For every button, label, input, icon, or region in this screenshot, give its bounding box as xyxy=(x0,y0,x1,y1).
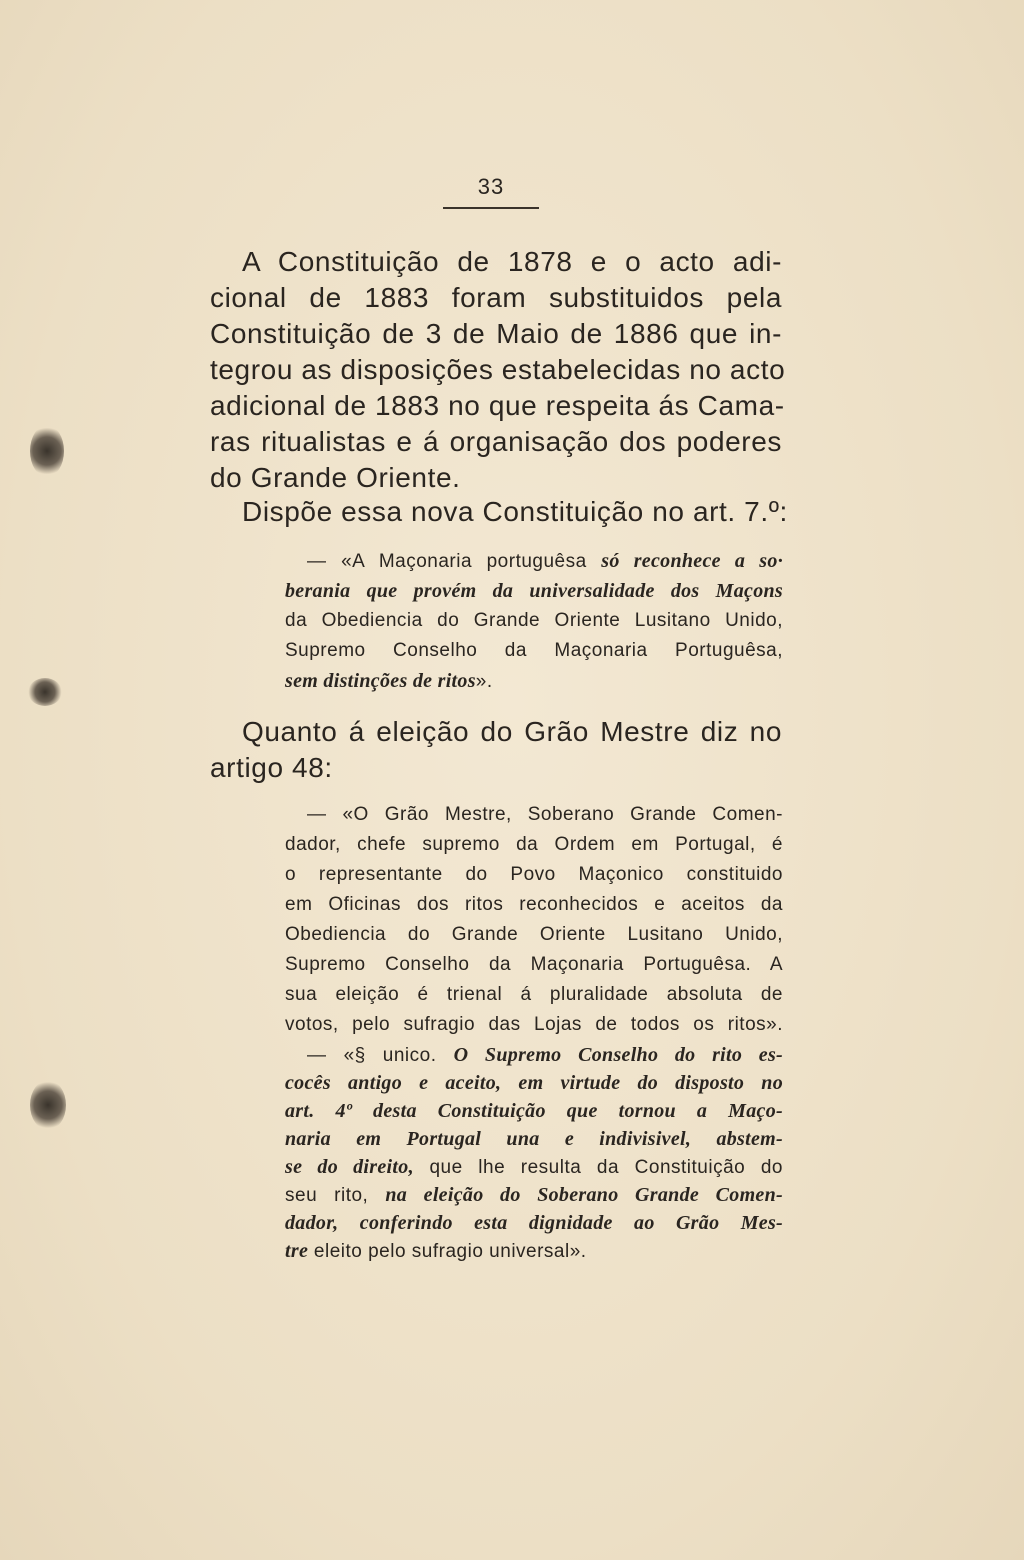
paragraph-1-line: do Grande Oriente. xyxy=(210,462,461,493)
paragraph-1-line: Constituição de 3 de Maio de 1886 que in- xyxy=(210,318,782,349)
quote-3-line xyxy=(285,1072,783,1095)
quote-3-emphasis: na eleição do Soberano Grande Comen- xyxy=(385,1184,783,1206)
quote-2-line: — «O Grão Mestre, Soberano Grande Comen- xyxy=(307,804,783,825)
paragraph-1-line: cional de 1883 foram substituidos pela xyxy=(210,282,782,313)
quote-1-emphasis: só reconhece a so· xyxy=(601,550,783,572)
quote-3-emphasis: O Supremo Conselho do rito es- xyxy=(453,1044,783,1066)
quote-3-line xyxy=(285,1212,783,1235)
quote-1-emphasis: sem distinções de ritos xyxy=(285,670,476,692)
quote-2-line: votos, pelo sufragio das Lojas de todos os ritos». xyxy=(285,1014,783,1035)
paragraph-1-line: ras ritualistas e á organisação dos poderes xyxy=(210,426,782,457)
quote-2-line: em Oficinas dos ritos reconhecidos e aceitos da xyxy=(285,894,783,915)
quote-3-line xyxy=(285,1128,783,1151)
binding-hole-bottom xyxy=(30,1080,66,1130)
binding-hole-top xyxy=(30,425,64,477)
quote-3-emphasis: cocês antigo e aceito, em virtude do disposto no xyxy=(285,1072,783,1094)
quote-3-line xyxy=(285,1156,783,1179)
paragraph-3-line: artigo 48: xyxy=(210,752,333,783)
quote-3-emphasis: art. 4º desta Constituição que tornou a Maço- xyxy=(285,1100,783,1122)
quote-2-line: dador, chefe supremo da Ordem em Portugal, é xyxy=(285,834,783,855)
paragraph-1-line: adicional de 1883 no que respeita ás Cama- xyxy=(210,390,785,421)
quote-3-emphasis: naria em Portugal una e indivisivel, abstem- xyxy=(285,1128,783,1150)
page-number-rule xyxy=(443,207,539,209)
quote-3-emphasis: dador, conferindo esta dignidade ao Grão Mes- xyxy=(285,1212,783,1234)
quote-1-line xyxy=(285,670,493,693)
quote-3-text: que lhe resulta da Constituição do xyxy=(413,1157,783,1178)
quote-3-text: — «§ unico. xyxy=(307,1045,454,1066)
quote-2-line: Supremo Conselho da Maçonaria Portuguêsa. A xyxy=(285,954,783,975)
paragraph-3-line: Quanto á eleição do Grão Mestre diz no xyxy=(242,716,782,747)
binding-hole-middle xyxy=(28,678,62,706)
page-number: 33 xyxy=(477,174,505,199)
quote-2-line: sua eleição é trienal á pluralidade absoluta de xyxy=(285,984,783,1005)
quote-2-line: o representante do Povo Maçonico constituido xyxy=(285,864,783,885)
quote-3-line xyxy=(285,1100,783,1123)
paragraph-2: Dispõe essa nova Constituição no art. 7.º: xyxy=(242,496,788,527)
quote-1-text: — «A Maçonaria portuguêsa xyxy=(307,551,602,572)
quote-1-text: ». xyxy=(475,671,493,692)
paragraph-1-line: A Constituição de 1878 e o acto adi- xyxy=(242,246,782,277)
quote-1-line: da Obediencia do Grande Oriente Lusitano Unido, xyxy=(285,610,783,631)
quote-3-line xyxy=(285,1184,783,1207)
quote-3-text: seu rito, xyxy=(285,1185,386,1206)
quote-3-line xyxy=(307,1044,783,1067)
quote-3-text: eleito pelo sufragio universal». xyxy=(308,1241,587,1262)
quote-1-emphasis: berania que provém da universalidade dos Maçons xyxy=(285,580,783,602)
paragraph-1-line: tegrou as disposições estabelecidas no acto xyxy=(210,354,786,385)
quote-1-line xyxy=(285,580,783,603)
quote-3-emphasis: tre xyxy=(285,1240,309,1262)
quote-1-line xyxy=(307,550,783,573)
quote-3-line xyxy=(285,1240,587,1263)
quote-1-line: Supremo Conselho da Maçonaria Portuguêsa, xyxy=(285,640,783,661)
quote-2-line: Obediencia do Grande Oriente Lusitano Unido, xyxy=(285,924,783,945)
quote-3-emphasis: se do direito, xyxy=(285,1156,414,1178)
